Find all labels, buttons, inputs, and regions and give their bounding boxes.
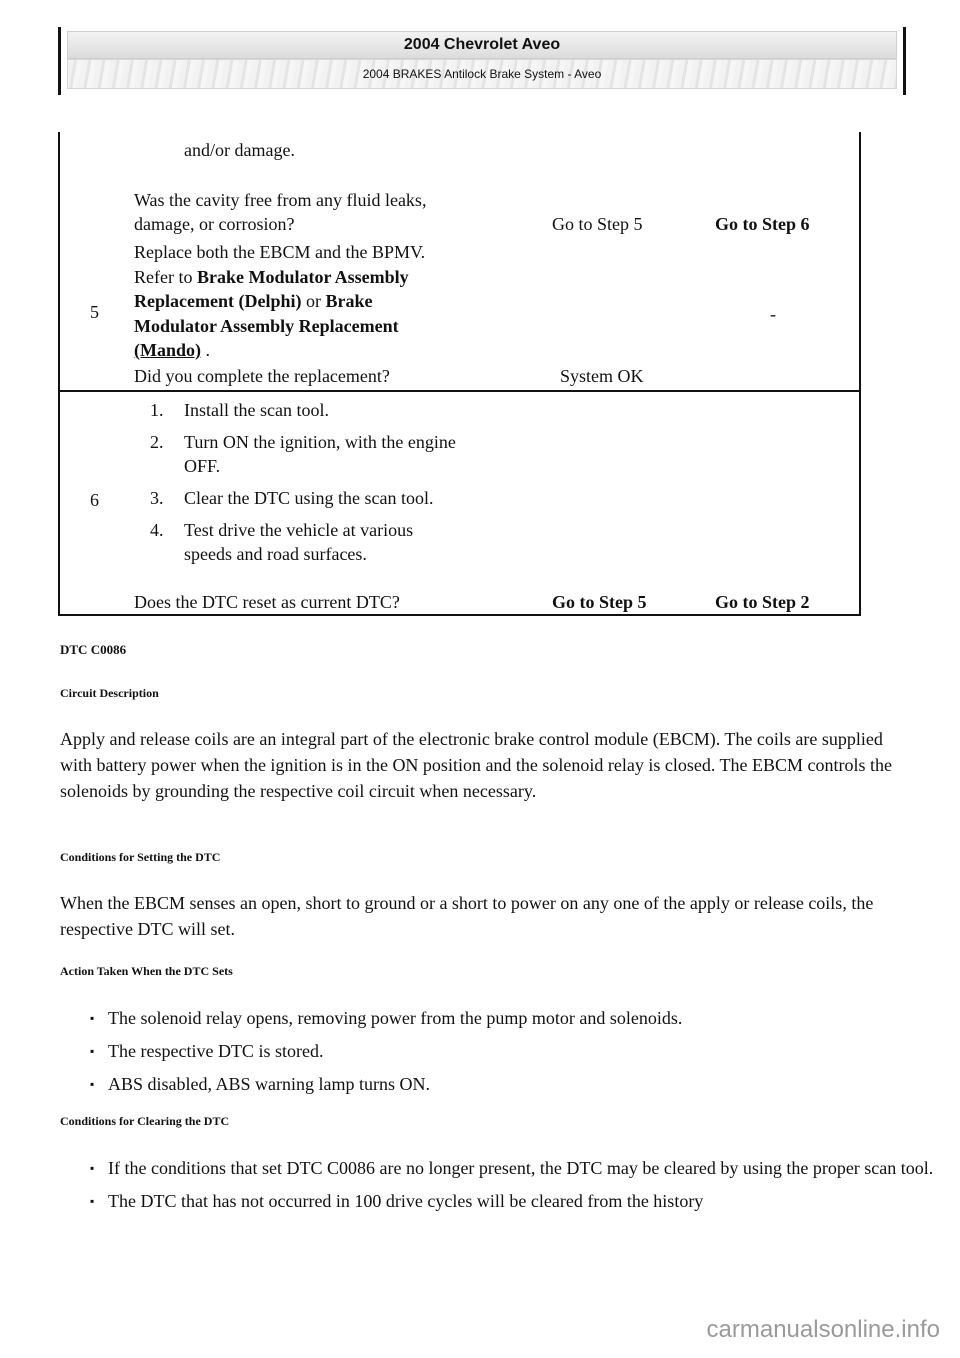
header-subtitle: 2004 BRAKES Antilock Brake System - Aveo — [67, 59, 897, 89]
step-5-question: Did you complete the replacement? — [134, 366, 390, 386]
step-6-item-2: 2. Turn ON the ignition, with the engine — [150, 432, 456, 452]
step-6-item-1: 1. Install the scan tool. — [150, 400, 329, 420]
step-6-no: Go to Step 2 — [715, 592, 810, 612]
diagnostic-table — [58, 132, 861, 616]
step-6-item-2-cont: OFF. — [184, 456, 221, 476]
setting-conditions-heading: Conditions for Setting the DTC — [60, 850, 221, 864]
step-5-line3: Replacement (Delphi) or Brake — [134, 291, 373, 311]
list-item: ▪ If the conditions that set DTC C0086 are no longer present, the DTC may be cleared by using the proper scan tool. — [108, 1155, 958, 1181]
circuit-description-text: Apply and release coils are an integral part of the electronic brake control module (EBCM). The coils are supplied with battery power when the ignition is in the ON position and the solenoid relay is closed. The EBCM controls the solenoids by grounding the respective coil circuit when necessary. — [60, 729, 893, 801]
clearing-conditions-heading: Conditions for Clearing the DTC — [60, 1114, 230, 1128]
step-6-item-4: 4. Test drive the vehicle at various — [150, 520, 414, 540]
step-6-question: Does the DTC reset as current DTC? — [134, 592, 400, 612]
step-5-line5: (Mando) . — [134, 340, 210, 360]
circuit-description-heading: Circuit Description — [60, 686, 159, 700]
step-6-item-3: 3. Clear the DTC using the scan tool. — [150, 488, 434, 508]
brake-modulator-link-cont[interactable]: Replacement (Delphi) — [134, 291, 302, 311]
step-5-no: - — [770, 304, 776, 324]
dtc-title: DTC C0086 — [60, 642, 127, 657]
page-header — [58, 27, 906, 95]
mando-link[interactable]: Brake — [325, 291, 373, 311]
prev-row-yes: Go to Step 5 — [552, 214, 643, 234]
mando-link-cont[interactable]: Modulator Assembly Replacement — [134, 316, 399, 336]
step-5-number: 5 — [90, 302, 99, 322]
step-5-yes: System OK — [560, 366, 644, 386]
step-6-yes: Go to Step 5 — [552, 592, 647, 612]
clearing-conditions-list — [60, 1155, 958, 1221]
list-item: ▪ The solenoid relay opens, removing power from the pump motor and solenoids. — [108, 1005, 958, 1031]
list-item: ▪ ABS disabled, ABS warning lamp turns ON. — [108, 1071, 958, 1097]
prev-row-question-2: damage, or corrosion? — [134, 214, 295, 234]
action-taken-heading: Action Taken When the DTC Sets — [60, 964, 233, 978]
prev-row-no: Go to Step 6 — [715, 214, 810, 234]
setting-conditions-text: When the EBCM senses an open, short to ground or a short to power on any one of the apply or release coils, the respective DTC will set. — [60, 893, 874, 939]
row-divider — [60, 390, 859, 392]
step-6-item-4-cont: speeds and road surfaces. — [184, 544, 367, 564]
step-5-line2: Refer to Brake Modulator Assembly — [134, 267, 409, 287]
action-taken-list — [60, 1005, 958, 1104]
brake-modulator-link[interactable]: Brake Modulator Assembly — [196, 267, 409, 287]
prev-row-question-1: Was the cavity free from any fluid leaks, — [134, 190, 427, 210]
header-title: 2004 Chevrolet Aveo — [67, 31, 897, 59]
step-5-line1: Replace both the EBCM and the BPMV. — [134, 242, 426, 262]
list-item: ▪ The respective DTC is stored. — [108, 1038, 958, 1064]
prev-row-cont: and/or damage. — [184, 140, 295, 160]
step-6-number: 6 — [90, 490, 99, 510]
list-item: ▪ The DTC that has not occurred in 100 drive cycles will be cleared from the history — [108, 1188, 958, 1214]
watermark: carmanualsonline.info — [706, 1316, 940, 1343]
mando-link-end[interactable]: (Mando) — [134, 340, 201, 360]
